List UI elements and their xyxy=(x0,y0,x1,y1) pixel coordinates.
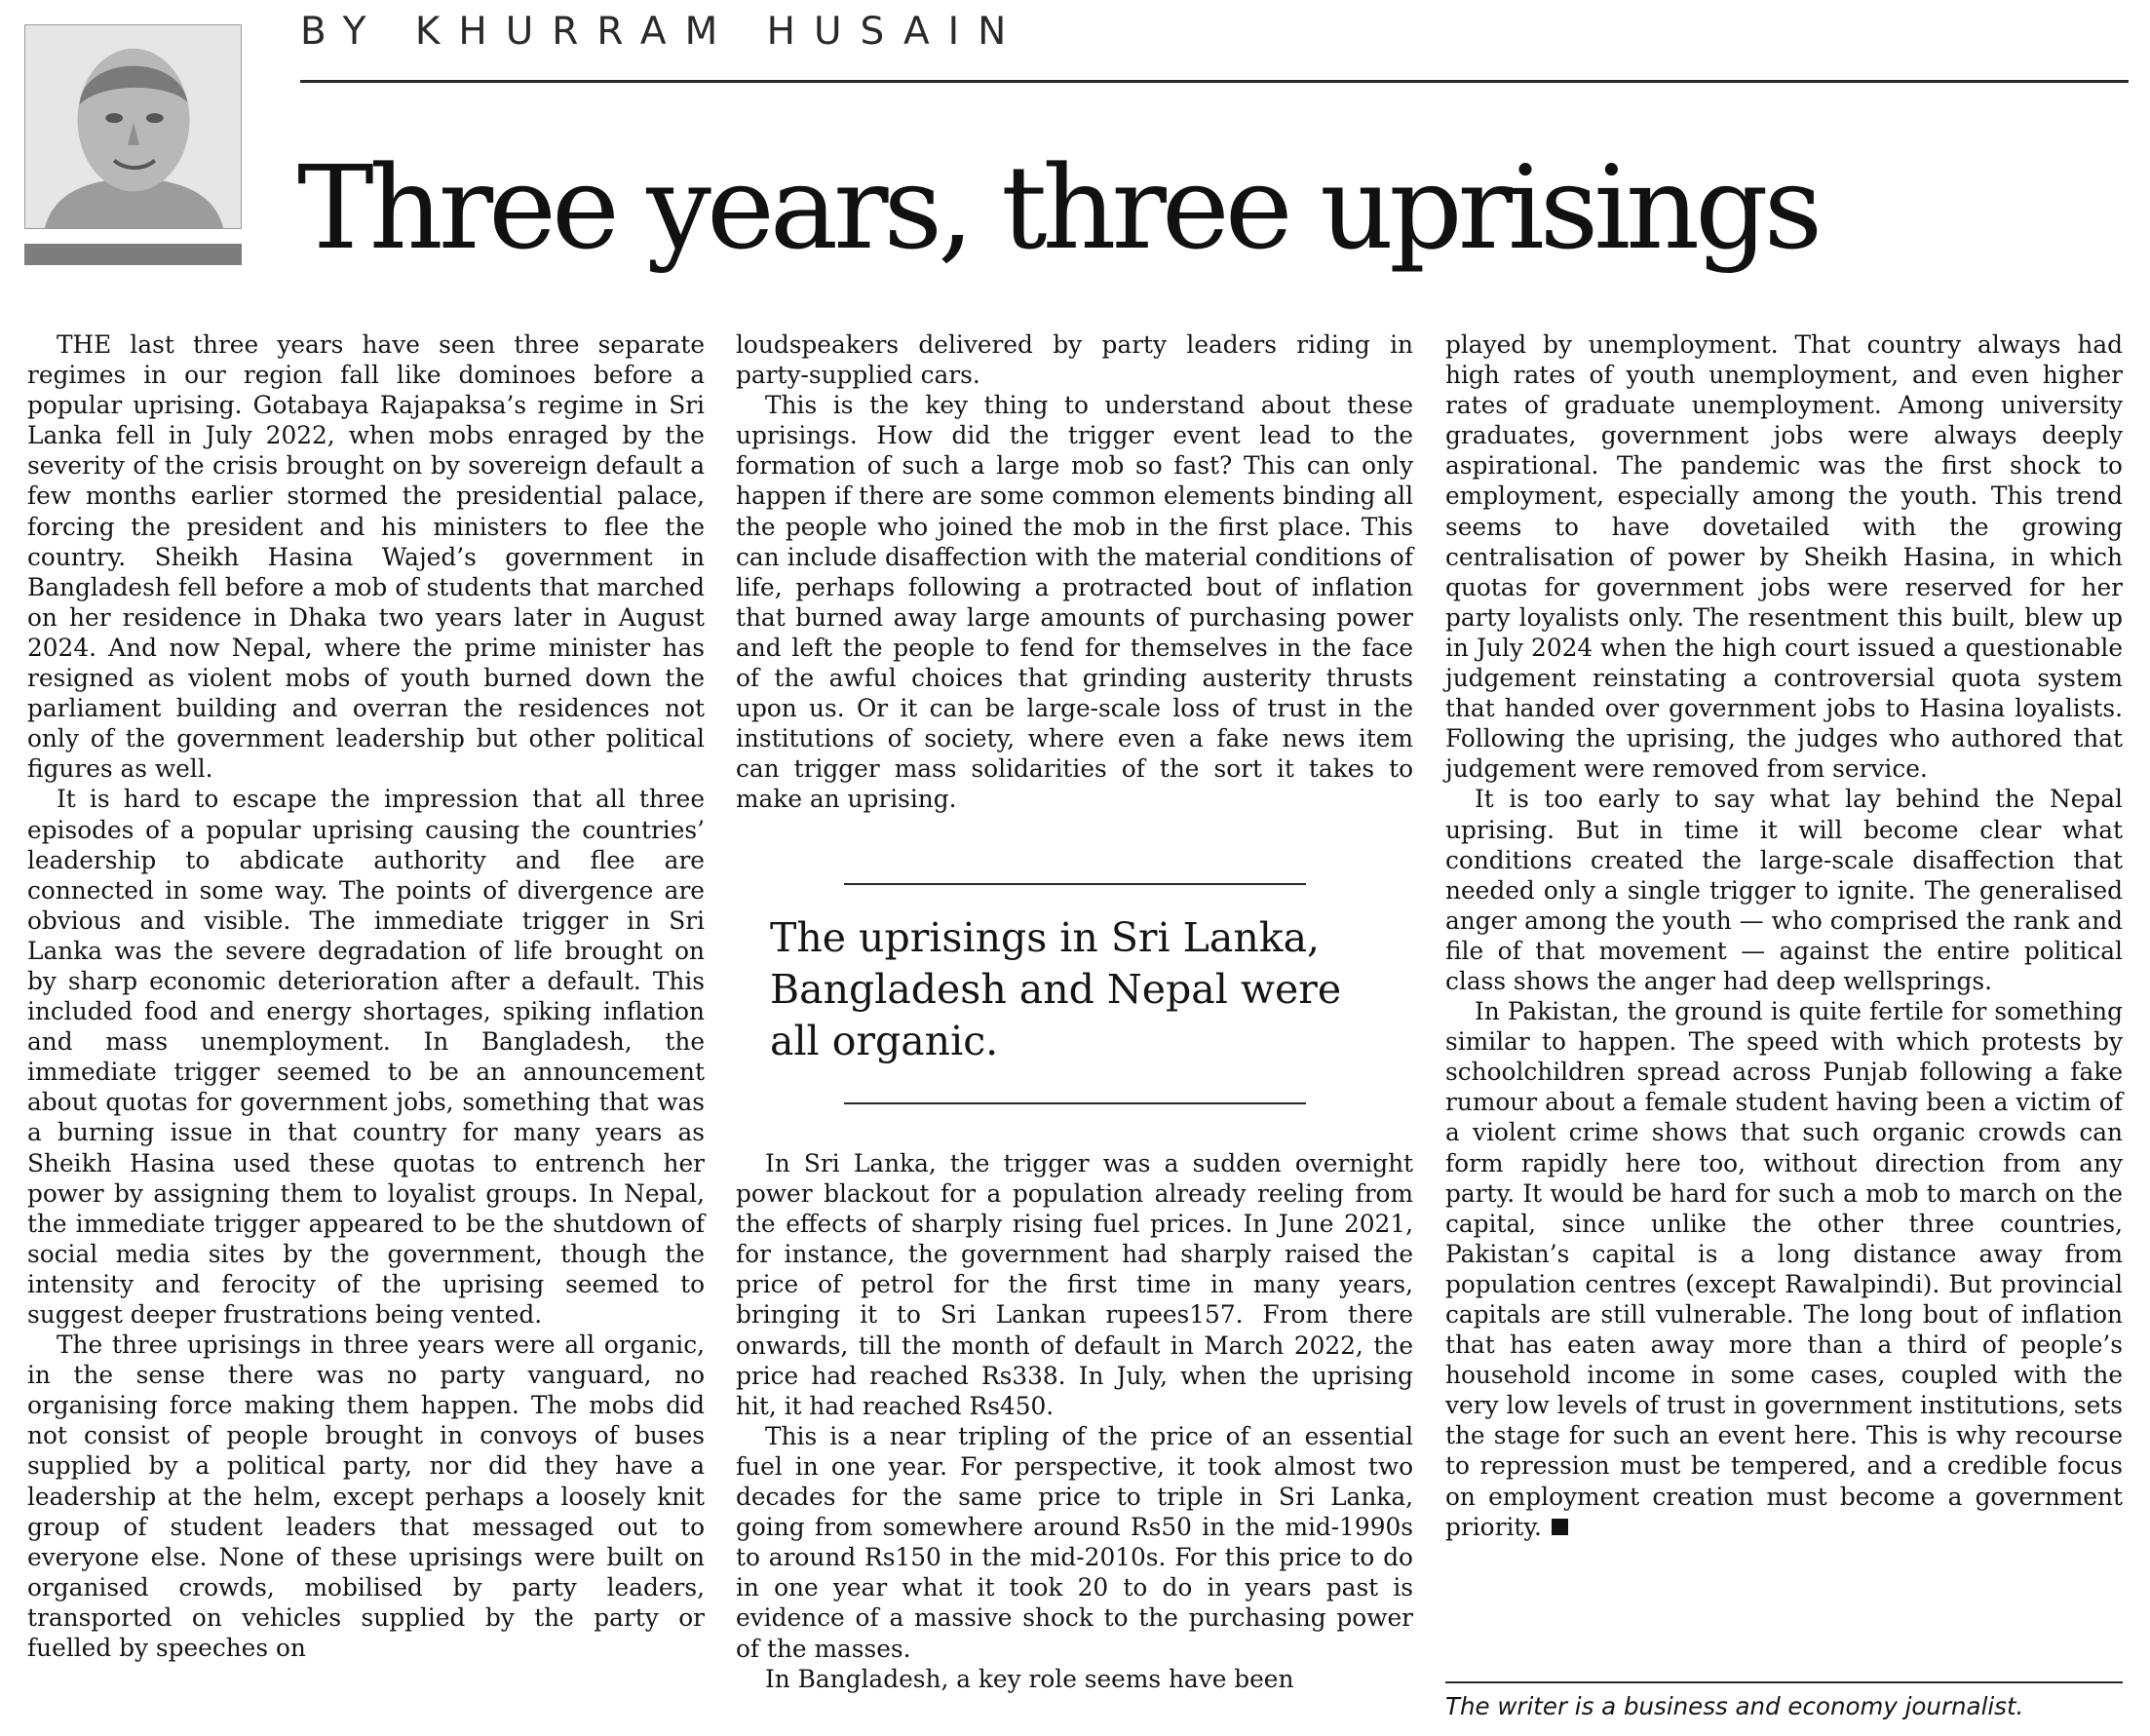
pullquote: The uprisings in Sri Lanka, Bangladesh and Nepal were all organic. xyxy=(770,914,1342,1064)
column-3 xyxy=(1445,329,2123,1542)
paragraph: It is hard to escape the impression that all three episodes of a popular uprising causing the countries’ leadership to abdicate authority and flee are connected in some way. The points of divergence are obvious and visible. The immediate trigger in Sri Lanka was the severe degradation of life brought on by sharp economic deterioration after a default. This included food and energy shortages, spiking inflation and mass unemployment. In Bangladesh, the immediate trigger seemed to be an announcement about quotas for government jobs, something that was a burning issue in that country for many years as Sheikh Hasina used these quotas to entrench her power by assigning them to loyalist groups. In Nepal, the immediate trigger appeared to be the shutdown of social media sites by the government, though the intensity and ferocity of the uprising seemed to suggest deeper frustrations being vented. xyxy=(27,785,705,1329)
photo-caption-bar xyxy=(24,244,242,265)
paragraph xyxy=(1445,996,2123,1542)
writer-note: The writer is a business and economy journalist. xyxy=(1445,1692,2024,1720)
pullquote-rule-top xyxy=(844,883,1306,885)
paragraph: played by unemployment. That country always had high rates of youth unemployment, and even higher rates of graduate unemployment. Among university graduates, government jobs were always deeply aspirational. The pandemic was the first shock to employment, especially among the youth. This trend seems to have dovetailed with the growing centralisation of power by Sheikh Hasina, in which quotas for government jobs were reserved for her party loyalists only. The resentment this built, blew up in July 2024 when the high court issued a questionable judgement reinstating a controversial quota system that handed over government jobs to Hasina loyalists. Following the uprising, the judges who authored that judgement were removed from service. xyxy=(1445,330,2123,784)
paragraph: In Sri Lanka, the trigger was a sudden overnight power blackout for a population already reeling from the effects of sharply rising fuel prices. In June 2021, for instance, the government had sharply raised the price of petrol for the first time in many years, bringing it to Sri Lankan rupees157. From there onwards, till the month of default in March 2022, the price had reached Rs338. In July, when the uprising hit, it had reached Rs450. xyxy=(736,1149,1413,1420)
headline: Three years, three uprisings xyxy=(297,140,1819,275)
end-of-article-square-icon xyxy=(1552,1519,1568,1535)
pullquote-rule-bottom xyxy=(844,1102,1306,1104)
footer-rule xyxy=(1445,1681,2123,1683)
paragraph: In Bangladesh, a key role seems have been xyxy=(765,1664,1294,1693)
author-photo xyxy=(24,24,242,229)
byline: BY KHURRAM HUSAIN xyxy=(300,10,1025,54)
paragraph-text: In Pakistan, the ground is quite fertile for something similar to happen. The speed with which protests by schoolchildren spread across Punjab following a fake rumour about a female student having been a victim of a violent crime shows that such organic crowds can form rapidly here too, without direction from any party. It would be hard for such a mob to march on the capital, since unlike the other three countries, Pakistan’s capital is a long distance away from population centres (except Rawalpindi). But provincial capitals are still vulnerable. The long bout of inflation that has eaten away more than a third of people’s household income in some cases, coupled with the very low levels of trust in government institutions, sets the stage for such an event here. This is why recourse to repression must be tempered, and a credible focus on employment creation must become a government priority. xyxy=(1445,997,2123,1541)
paragraph: It is too early to say what lay behind the Nepal uprising. But in time it will become clear what conditions created the large-scale disaffection that needed only a single trigger to ignite. The generalised anger among the youth — who comprised the rank and file of that movement — against the entire political class shows the anger had deep wellsprings. xyxy=(1445,785,2123,995)
paragraph: The three uprisings in three years were all organic, in the sense there was no party vanguard, no organising force making them happen. The mobs did not consist of people brought in convoys of buses supplied by a political party, nor did they have a leadership at the helm, except perhaps a loosely knit group of student leaders that messaged out to everyone else. None of these uprisings were built on organised crowds, mobilised by party leaders, transported on vehicles supplied by the party or fuelled by speeches on xyxy=(27,1331,705,1663)
paragraph: loudspeakers delivered by party leaders riding in party-supplied cars. xyxy=(736,330,1413,390)
column-2-bottom xyxy=(736,1148,1413,1694)
column-1 xyxy=(27,329,705,1663)
paragraph: This is the key thing to understand about these uprisings. How did the trigger event lead to the formation of such a large mob so fast? This can only happen if there are some common elements binding all the people who joined the mob in the first place. This can include disaffection with the material conditions of life, perhaps following a protracted bout of inflation that burned away large amounts of purchasing power and left the people to fend for themselves in the face of the awful choices that grinding austerity thrusts upon us. Or it can be large-scale loss of trust in the institutions of society, where even a fake news item can trigger mass solidarities of the sort it takes to make an uprising. xyxy=(736,391,1413,814)
paragraph: THE last three years have seen three separate regimes in our region fall like dominoes before a popular uprising. Gotabaya Rajapaksa’s regime in Sri Lanka fell in July 2022, when mobs enraged by the severity of the crisis brought on by sovereign default a few months earlier stormed the presidential palace, forcing the president and his ministers to flee the country. Sheikh Hasina Wajed’s government in Bangladesh fell before a mob of students that marched on her residence in Dhaka two years later in August 2024. And now Nepal, where the prime minister has resigned as violent mobs of youth burned down the parliament building and overran the residences not only of the government leadership but other political figures as well. xyxy=(27,330,705,784)
author-portrait-photo xyxy=(25,25,241,228)
header-rule xyxy=(300,80,2129,83)
paragraph: This is a near tripling of the price of an essential fuel in one year. For perspective, it took almost two decades for the same price to triple in Sri Lanka, going from somewhere around Rs50 in the mid-1990s to around Rs150 in the mid-2010s. For this price to do in one year what it took 20 to do in years past is evidence of a massive shock to the purchasing power of the masses. xyxy=(736,1421,1413,1663)
column-2-top xyxy=(736,329,1413,815)
